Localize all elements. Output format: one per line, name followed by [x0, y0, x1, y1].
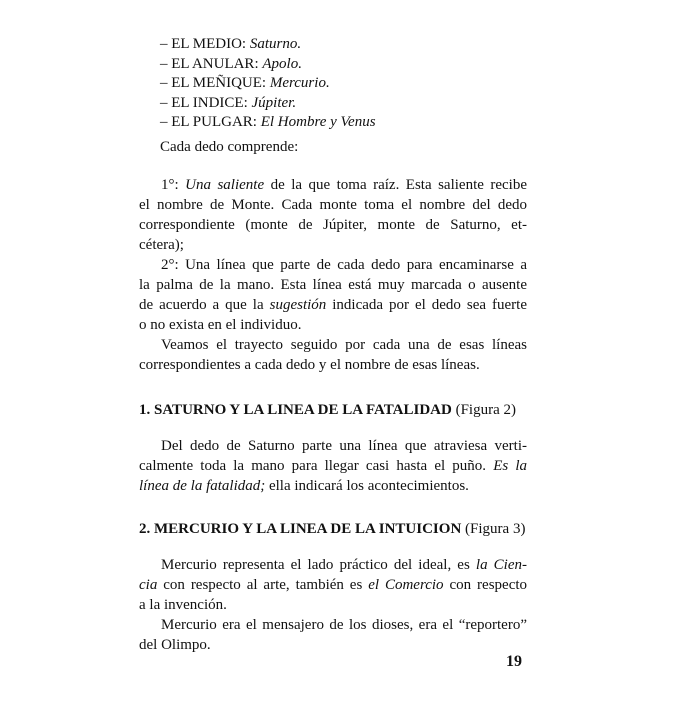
text-line: o no exista en el individuo. — [139, 317, 302, 333]
text-line: Mercurio representa el lado práctico del ideal, es la Cien- — [161, 557, 527, 573]
finger-list — [160, 35, 460, 133]
item-1-paragraph — [139, 175, 527, 255]
section-2-body — [139, 555, 527, 655]
intro-paragraph — [160, 137, 548, 157]
section-1-body — [139, 436, 527, 496]
text-line: 1°: Una saliente de la que toma raíz. Esta saliente recibe — [161, 177, 527, 193]
item-2-paragraph — [139, 255, 527, 335]
text-line: Mercurio era el mensajero de los dioses, era el “reportero” — [161, 617, 527, 633]
text-line: calmente toda la mano para llegar casi hasta el puño. Es la — [139, 458, 527, 474]
finger-item: – EL MEDIO: Saturno. — [160, 36, 302, 52]
text-line: la palma de la mano. Esta línea está muy marcada o ausente — [139, 277, 527, 293]
text-line: de acuerdo a que la sugestión indicada por el dedo sea fuerte — [139, 297, 527, 313]
intro-text: Cada dedo comprende: — [160, 139, 299, 155]
text-line: el nombre de Monte. Cada monte toma el nombre del dedo — [139, 197, 527, 213]
text-line: correspondiente (monte de Júpiter, monte de Saturno, et- — [139, 217, 527, 233]
section-2-heading — [139, 519, 539, 539]
text-line: del Olimpo. — [139, 637, 211, 653]
section-1-heading — [139, 400, 539, 420]
text-line: cia con respecto al arte, también es el Comercio con respecto — [139, 577, 528, 593]
finger-item: – EL ANULAR: Apolo. — [160, 55, 302, 72]
figure-ref: (Figura 3) — [465, 521, 526, 537]
veamos-paragraph — [139, 335, 527, 375]
text-line: a la invención. — [139, 597, 227, 613]
finger-item: – EL INDICE: Júpiter. — [160, 94, 297, 111]
section-title: 2. MERCURIO Y LA LINEA DE LA INTUICION — [139, 521, 462, 537]
text-line: cétera); — [139, 237, 184, 253]
figure-ref: (Figura 2) — [455, 402, 516, 418]
text-line: correspondientes a cada dedo y el nombre de esas líneas. — [139, 357, 480, 373]
text-line: Del dedo de Saturno parte una línea que atraviesa verti- — [161, 438, 527, 454]
text-line: Veamos el trayecto seguido por cada una de esas líneas — [161, 337, 527, 353]
text-line: línea de la fatalidad; ella indicará los acontecimientos. — [139, 478, 469, 494]
page-number: 19 — [506, 653, 522, 670]
section-title: 1. SATURNO Y LA LINEA DE LA FATALIDAD — [139, 402, 452, 418]
finger-item: – EL MEÑIQUE: Mercurio. — [160, 75, 330, 91]
text-line: 2°: Una línea que parte de cada dedo para encaminarse a — [161, 257, 527, 273]
finger-item: – EL PULGAR: El Hombre y Venus — [160, 114, 376, 130]
